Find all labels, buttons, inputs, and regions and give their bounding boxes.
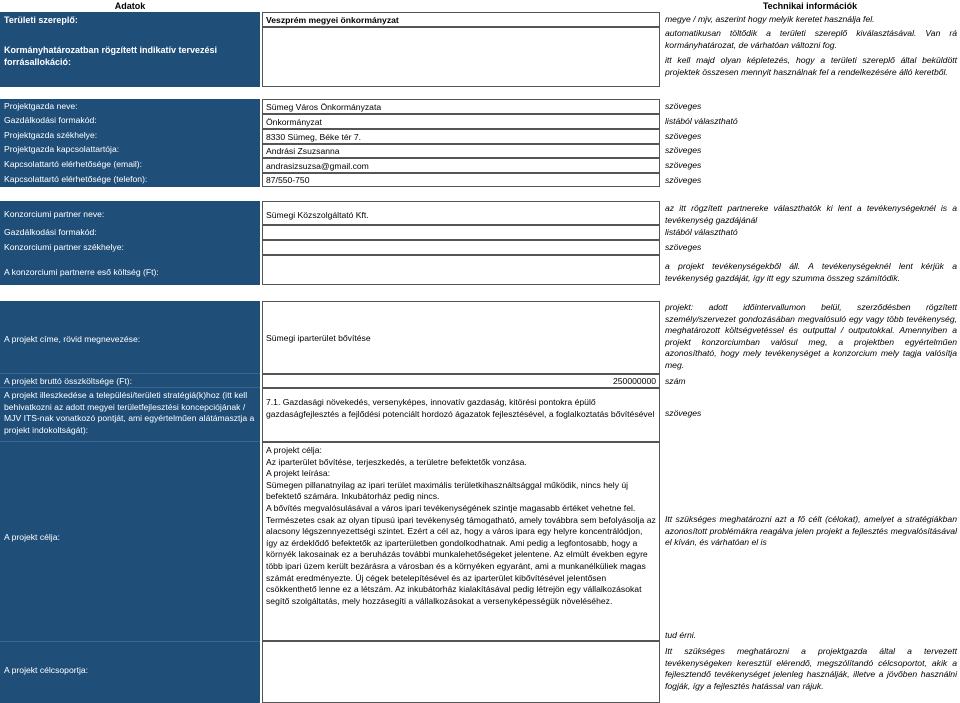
applicant-seat-note: szöveges <box>665 131 702 141</box>
applicant-form-value[interactable]: Önkormányzat <box>262 114 660 129</box>
applicant-seat-label: Projektgazda székhelye: <box>4 130 98 140</box>
project-strategy-note: szöveges <box>665 408 702 418</box>
project-goal-label: A projekt célja: <box>4 532 60 542</box>
applicant-name-value[interactable]: Sümeg Város Önkormányzata <box>262 99 660 114</box>
consortium-name-value[interactable]: Sümegi Közszolgáltató Kft. <box>262 201 660 225</box>
applicant-name-label: Projektgazda neve: <box>4 101 78 111</box>
row-divider <box>0 641 260 642</box>
header-data: Adatok <box>114 1 146 11</box>
project-title-note: projekt: adott időintervallumon belül, szerződésben rögzített személy/szervezet gondozásában megvalósuló egy vagy több tevékenység, meghatározott költségvetéssel és outputtal / outputokkal. Amennyiben a projekt konzorciumban valósul meg, a projektben egyértelműen azonosítható, hogy mely tevékenységet a konzorcium mely tagja valósítja meg. <box>665 302 957 370</box>
project-cost-value[interactable]: 250000000 <box>262 374 660 388</box>
consortium-form-label: Gazdálkodási formakód: <box>4 227 97 237</box>
applicant-form-note: listából választható <box>665 116 738 126</box>
consortium-cost-label: A konzorciumi partnerre eső költség (Ft): <box>4 267 159 277</box>
applicant-phone-label: Kapcsolattartó elérhetősége (telefon): <box>4 174 148 184</box>
applicant-contact-value[interactable]: Andrási Zsuzsanna <box>262 144 660 158</box>
applicant-email-label: Kapcsolattartó elérhetősége (email): <box>4 159 143 169</box>
consortium-seat-label: Konzorciumi partner székhelye: <box>4 242 124 252</box>
applicant-label-block <box>0 99 260 187</box>
allocation-value[interactable] <box>262 27 660 87</box>
consortium-label-block <box>0 201 260 285</box>
territorial-actor-note: megye / mjv, aszerint hogy melyik keretet használja fel. <box>665 14 875 24</box>
project-strategy-label: A projekt illeszkedése a települési/területi stratégiá(k)hoz (itt kell behivatkozni az adott megyei területfejlesztési koncepciójának / MJV ITS-nak vonatkozó pontját, ami egyértelműen alátámasztja a projekt indokoltságát): <box>4 390 255 435</box>
consortium-cost-value[interactable] <box>262 255 660 285</box>
consortium-seat-value[interactable] <box>262 240 660 255</box>
applicant-seat-value[interactable]: 8330 Sümeg, Béke tér 7. <box>262 129 660 144</box>
applicant-contact-label: Projektgazda kapcsolattartója: <box>4 144 120 154</box>
allocation-note-b: itt kell majd olyan képletezés, hogy a területi szereplő által beküldött projektek összesen mennyit használnak fel a rendelkezésére álló keretből. <box>665 55 957 77</box>
applicant-phone-value[interactable]: 87/550-750 <box>262 173 660 187</box>
applicant-email-note: szöveges <box>665 160 702 170</box>
project-goal-note: Itt szükséges meghatározni azt a fő célt (célokat), amelyet a stratégiákban azonosított problémákra reagálva jelen projekt a fejlesztés megvalósításával el kíván, és várhatóan el is <box>665 514 957 548</box>
project-title-value[interactable]: Sümegi iparterület bővítése <box>262 301 660 374</box>
applicant-phone-note: szöveges <box>665 175 702 185</box>
top-label-block <box>0 12 260 87</box>
project-goal-note-end: tud érni. <box>665 630 697 640</box>
applicant-form-label: Gazdálkodási formakód: <box>4 115 97 125</box>
consortium-form-note: listából választható <box>665 227 738 237</box>
row-divider <box>0 387 260 388</box>
project-strategy-value[interactable]: 7.1. Gazdasági növekedés, versenyképes, innovatív gazdaság, kitörési pontokra épülő gazdaságfejlesztés a fejlődési potenciált hordozó ágazatok fejlesztésével, a foglalkoztatás bővítésével <box>262 388 660 442</box>
project-target-label: A projekt célcsoportja: <box>4 665 89 675</box>
allocation-note-a: automatikusan töltődik a területi szereplő kiválasztásával. Van rá kormányhatározat, de várhatóan változni fog. <box>665 28 957 50</box>
project-target-note: Itt szükséges meghatározni a projektgazda által a tervezett tevékenységeken keresztül elérendő, megszólítandó célcsoportot, akik a fejlesztendő tevékenységet jelenleg használják, illetve a jövőben használni fogják, így a fejlesztés hatással van rájuk. <box>665 646 957 691</box>
row-divider <box>0 441 260 442</box>
consortium-seat-note: szöveges <box>665 242 702 252</box>
applicant-name-note: szöveges <box>665 101 702 111</box>
applicant-contact-note: szöveges <box>665 145 702 155</box>
project-target-value[interactable] <box>262 641 660 703</box>
territorial-actor-value[interactable]: Veszprém megyei önkormányzat <box>262 12 660 27</box>
project-cost-note: szám <box>665 376 686 386</box>
row-divider <box>0 373 260 374</box>
project-title-label: A projekt címe, rövid megnevezése: <box>4 334 141 344</box>
consortium-form-value[interactable] <box>262 225 660 240</box>
consortium-name-label: Konzorciumi partner neve: <box>4 209 105 219</box>
project-label-block <box>0 301 260 703</box>
allocation-label: Kormányhatározatban rögzített indikatív tervezési forrásallokáció: <box>4 45 218 67</box>
consortium-name-note: az itt rögzített partnereke választhatók ki lent a tevékenységeknél is a tevékenység gazdájánál <box>665 203 957 225</box>
project-cost-label: A projekt bruttó összköltsége (Ft): <box>4 376 133 386</box>
header-technical: Technikai információk <box>762 1 858 11</box>
territorial-actor-label: Területi szereplő: <box>4 15 78 25</box>
project-goal-value[interactable]: A projekt célja: Az iparterület bővítése, terjeszkedés, a területre befektetők vonzása. A projekt leírása: Sümegen pillanatnyilag az ipari terület maximális területkihasználtsággal működik, nincs hely új befektető számára. Inkubátorház pedig nincs. A bővítés megvalósulásával a város ipari tevékenységének szintje magasabb értéket vehetne fel. Természetes csak az olyan típusú ipari tevékenység támogatható, amely továbbra sem befolyásolja az alacsony légszennyezettségi szintet. Ezért a cél az, hogy a város ipara egy helyre koncentrálódjon, így az érdeklődő befektetők az iparterületben gondolkodhatnak. Ami pedig a legfontosabb, hogy a környék lakosainak ez a beruházás további munkalehetőségeket jelentene. Az elmúlt években egyre több ipari üzem került bezárásra a városban és a környéken egyaránt, ami a munkanélküliek magas számát eredményezte. Új cégek betelepítésével és az iparterület kibővítésével jelentősen csökkenthető lenne ez a létszám. Az inkubátorház kialakításával pedig létrejön egy vállalkozásokat segítő szolgáltatás, mely hozzásegíti a vállalkozásokat a versenyképességük növeléséhez. <box>262 442 660 641</box>
applicant-email-value[interactable]: andrasizsuzsa@gmail.com <box>262 158 660 173</box>
consortium-cost-note: a projekt tevékenységekből áll. A tevékenységeknél lent kérjük a tevékenység gazdáját, így itt egy szumma összeg számítódik. <box>665 261 957 283</box>
